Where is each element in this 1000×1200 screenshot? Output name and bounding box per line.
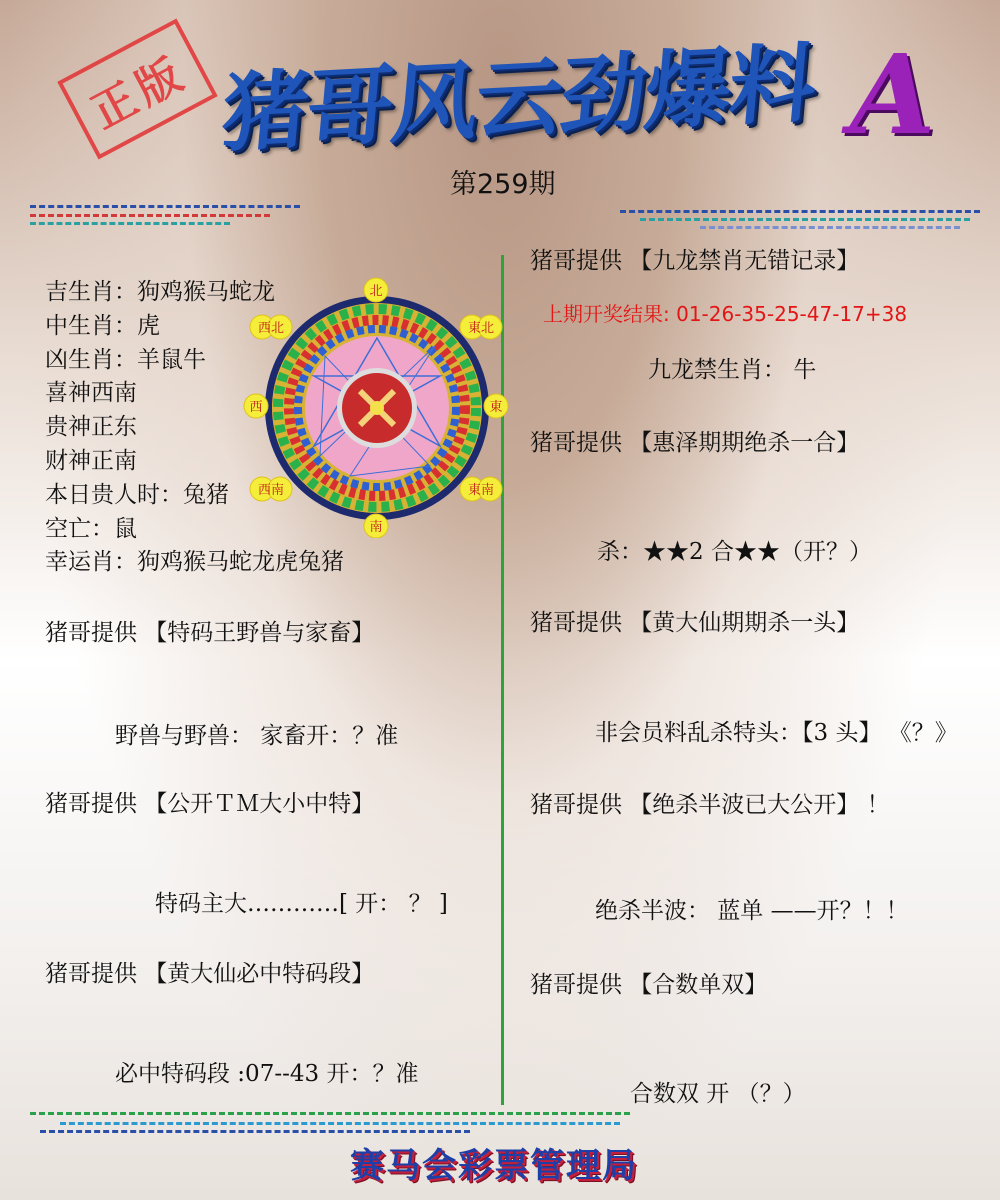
decor-rule-right-3	[700, 226, 960, 229]
wheel-south: 南	[369, 520, 383, 535]
compass-wheel-icon	[240, 276, 510, 538]
decor-rule-left-3	[30, 222, 230, 225]
info-line-noble-hour: 本日贵人时：兔猪	[45, 481, 229, 508]
wheel-northeast: 東北	[467, 321, 495, 336]
section-odd-even-heading: 猪哥提供 【合数单双】	[530, 972, 768, 998]
section-wild-domestic-detail: 野兽与野兽： 家畜开：？准	[115, 723, 399, 749]
info-line-middle-zodiac: 中生肖：虎	[45, 312, 160, 339]
section-kill-pair-detail: 杀：★★2 合★★（开？）	[597, 539, 872, 565]
wheel-west: 西	[249, 400, 263, 415]
section-nine-dragon-heading: 猪哥提供 【九龙禁肖无错记录】	[530, 248, 860, 274]
footer-rule-2	[60, 1122, 620, 1125]
issue-number: 第259期	[450, 169, 556, 200]
authentic-stamp: 正版	[57, 18, 218, 159]
decor-rule-left-1	[30, 205, 300, 208]
footer-organization: 赛马会彩票管理局	[350, 1146, 638, 1186]
info-line-wealth-god: 财神正南	[45, 447, 137, 474]
info-line-lucky-zodiac: 吉生肖：狗鸡猴马蛇龙	[45, 279, 275, 305]
info-line-joy-god: 喜神西南	[45, 380, 137, 407]
section-size-heading: 猪哥提供 【公开ＴＭ大小中特】	[45, 791, 375, 817]
decor-rule-right-1	[620, 210, 980, 213]
wheel-east: 東	[489, 400, 503, 415]
section-size-detail: 特码主大…………[ 开： ？ ]	[155, 891, 448, 917]
info-line-void: 空亡：鼠	[45, 515, 137, 542]
section-range-heading: 猪哥提供 【黄大仙必中特码段】	[45, 961, 375, 987]
section-kill-head-heading: 猪哥提供 【黄大仙期期杀一头】	[530, 610, 860, 636]
section-wild-domestic-heading: 猪哥提供 【特码王野兽与家畜】	[45, 620, 375, 646]
decor-rule-left-2	[30, 214, 270, 217]
section-kill-head-detail: 非会员料乱杀特头：【3 头】 《？》	[595, 720, 958, 746]
info-line-lucky-animals: 幸运肖：狗鸡猴马蛇龙虎兔猪	[45, 549, 344, 576]
footer-rule-1	[30, 1112, 630, 1115]
section-half-wave-detail: 绝杀半波： 蓝单 ——开？！！	[595, 898, 909, 924]
section-odd-even-detail: 合数双 开 （？）	[630, 1081, 806, 1107]
section-range-detail: 必中特码段 :07--43 开：？准	[115, 1061, 419, 1087]
last-draw-result: 上期开奖结果: 01-26-35-25-47-17+38	[543, 302, 908, 326]
page-title: 猪哥风云劲爆料	[218, 33, 819, 165]
info-line-bad-zodiac: 凶生肖：羊鼠牛	[45, 346, 206, 373]
footer-rule-3	[40, 1130, 470, 1133]
decor-rule-right-2	[640, 218, 970, 221]
wheel-north: 北	[369, 284, 383, 299]
section-nine-dragon-detail: 九龙禁生肖： 牛	[648, 357, 817, 383]
info-line-noble-god: 贵神正东	[45, 414, 137, 441]
wheel-southeast: 東南	[467, 483, 495, 498]
wheel-southwest: 西南	[257, 483, 285, 498]
grade-letter: A	[850, 30, 936, 159]
wheel-northwest: 西北	[257, 321, 285, 336]
section-kill-pair-heading: 猪哥提供 【惠泽期期绝杀一合】	[530, 430, 860, 456]
section-half-wave-heading: 猪哥提供 【绝杀半波已大公开】 ！	[530, 792, 890, 818]
